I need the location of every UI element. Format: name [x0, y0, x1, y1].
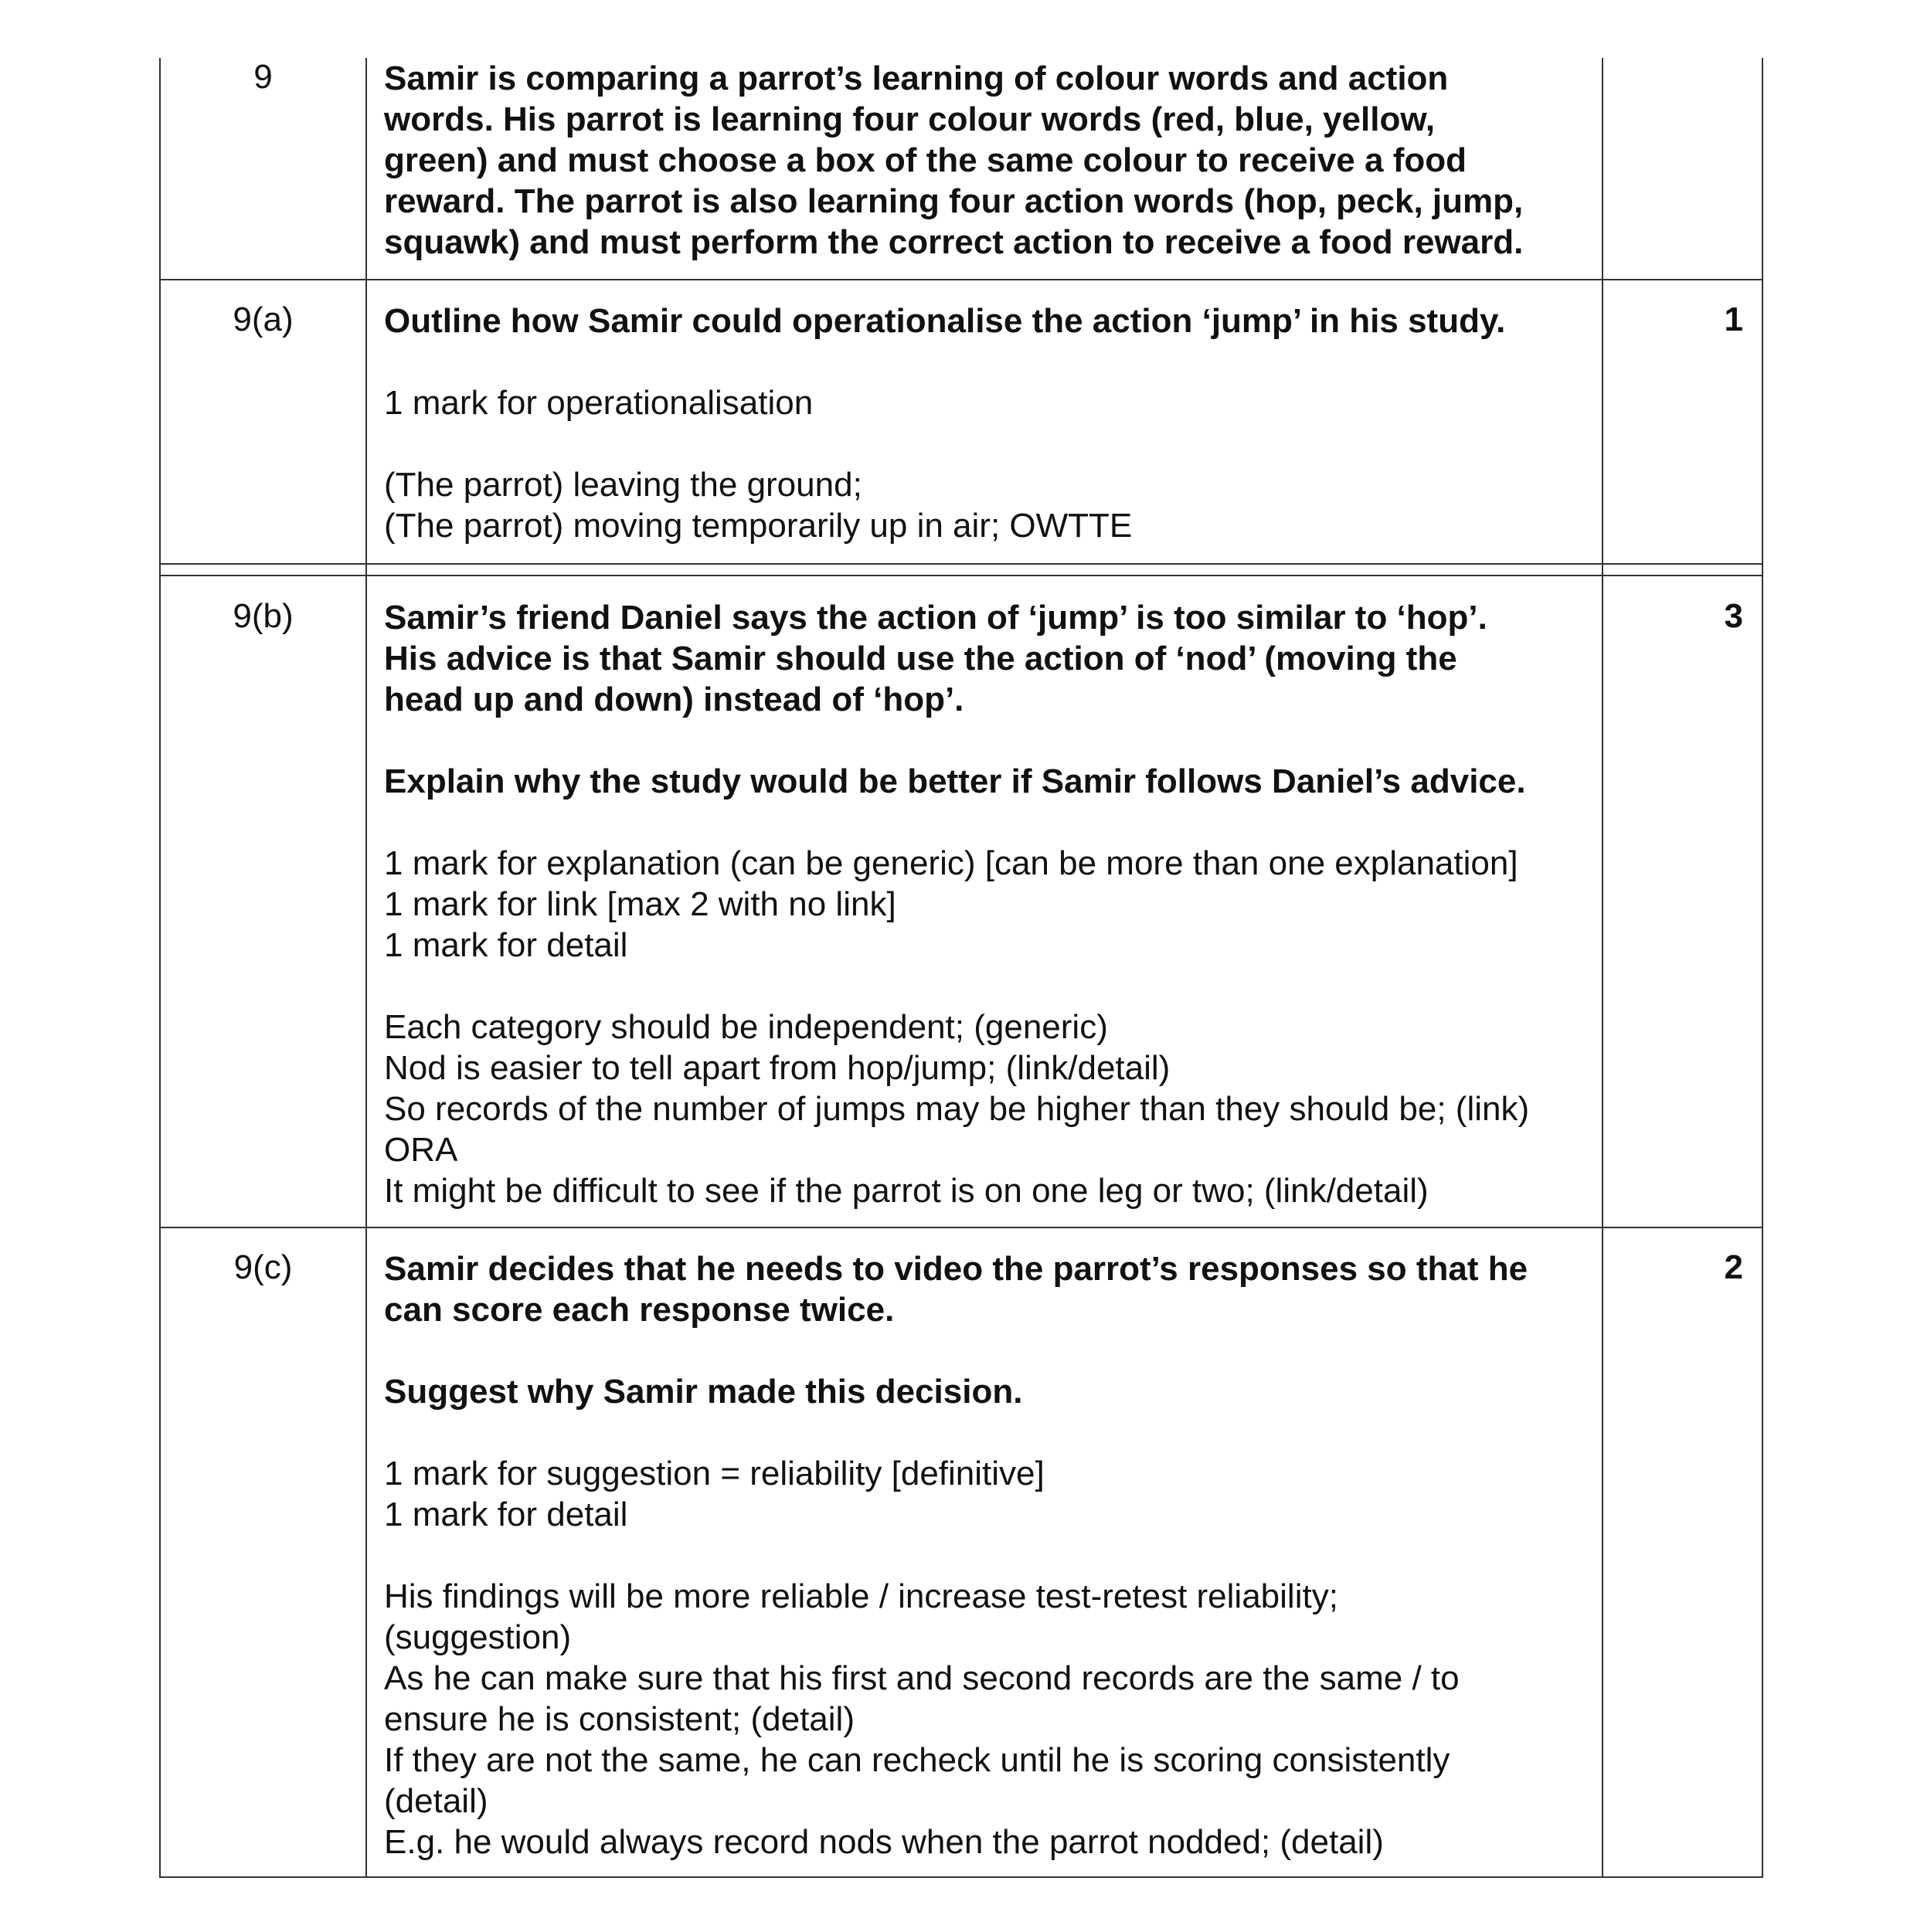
table-border-bottom	[159, 1876, 1763, 1878]
question-number: 9	[253, 58, 273, 96]
answer-line: So records of the number of jumps may be higher than they should be; (link)	[384, 1090, 1530, 1128]
table-border-right	[1762, 58, 1763, 1878]
question-text: Samir decides that he needs to video the parrot’s responses so that he	[384, 1250, 1528, 1288]
column-divider-number	[365, 58, 367, 1878]
question-number: 9(a)	[233, 300, 294, 338]
answer-line: It might be difficult to see if the parrot is on one leg or two; (link/detail)	[384, 1172, 1429, 1210]
column-divider-marks	[1602, 58, 1603, 1878]
question-number: 9(b)	[233, 597, 294, 635]
answer-line: (The parrot) moving temporarily up in air; OWTTE	[384, 507, 1133, 545]
answer-cell	[384, 300, 1597, 546]
answer-cell	[384, 1248, 1597, 1862]
question-text: His advice is that Samir should use the action of ‘nod’ (moving the	[384, 640, 1457, 677]
instruction-text: Suggest why Samir made this decision.	[384, 1373, 1023, 1411]
answer-line: ORA	[384, 1131, 458, 1169]
guidance-line: 1 mark for explanation (can be generic) [can be more than one explanation]	[384, 844, 1518, 882]
question-text: Samir’s friend Daniel says the action of ‘jump’ is too similar to ‘hop’.	[384, 599, 1487, 637]
question-text: can score each response twice.	[384, 1291, 895, 1329]
row-divider-9b-9c	[159, 1227, 1763, 1228]
question-stem-line: squawk) and must perform the correct action to receive a food reward.	[384, 223, 1524, 261]
answer-line: Each category should be independent; (generic)	[384, 1008, 1108, 1046]
answer-line: As he can make sure that his first and second records are the same / to	[384, 1659, 1460, 1697]
guidance-line: 1 mark for suggestion = reliability [definitive]	[384, 1455, 1045, 1492]
answer-line: (detail)	[384, 1782, 488, 1820]
answer-line: E.g. he would always record nods when the parrot nodded; (detail)	[384, 1823, 1384, 1861]
answer-line: His findings will be more reliable / increase test-retest reliability;	[384, 1577, 1338, 1615]
question-stem-line: words. His parrot is learning four colour words (red, blue, yellow,	[384, 100, 1436, 138]
question-text: Outline how Samir could operationalise the action ‘jump’ in his study.	[384, 302, 1506, 340]
guidance-line: 1 mark for operationalisation	[384, 384, 814, 422]
answer-cell	[384, 597, 1597, 1211]
answer-line: (suggestion)	[384, 1618, 572, 1656]
marks-value: 3	[1724, 597, 1743, 635]
guidance-line: 1 mark for link [max 2 with no link]	[384, 885, 896, 923]
instruction-text: Explain why the study would be better if Samir follows Daniel’s advice.	[384, 762, 1526, 800]
answer-line: Nod is easier to tell apart from hop/jump; (link/detail)	[384, 1049, 1171, 1087]
guidance-line: 1 mark for detail	[384, 926, 628, 964]
row-divider-9-9a	[159, 279, 1763, 280]
answer-line: (The parrot) leaving the ground;	[384, 466, 862, 504]
question-number: 9(c)	[233, 1248, 293, 1286]
question-stem	[384, 58, 1597, 263]
question-stem-line: Samir is comparing a parrot’s learning of colour words and action	[384, 59, 1449, 97]
question-stem-line: green) and must choose a box of the same colour to receive a food	[384, 141, 1467, 179]
row-divider-9a-9b-lower	[159, 575, 1763, 576]
marks-value: 2	[1724, 1248, 1743, 1286]
marks-value: 1	[1724, 300, 1743, 338]
guidance-line: 1 mark for detail	[384, 1496, 628, 1533]
row-divider-9a-9b-upper	[159, 563, 1763, 565]
answer-line: If they are not the same, he can recheck until he is scoring consistently	[384, 1741, 1450, 1779]
question-text: head up and down) instead of ‘hop’.	[384, 681, 964, 718]
question-stem-line: reward. The parrot is also learning four action words (hop, peck, jump,	[384, 182, 1524, 220]
answer-line: ensure he is consistent; (detail)	[384, 1700, 855, 1738]
